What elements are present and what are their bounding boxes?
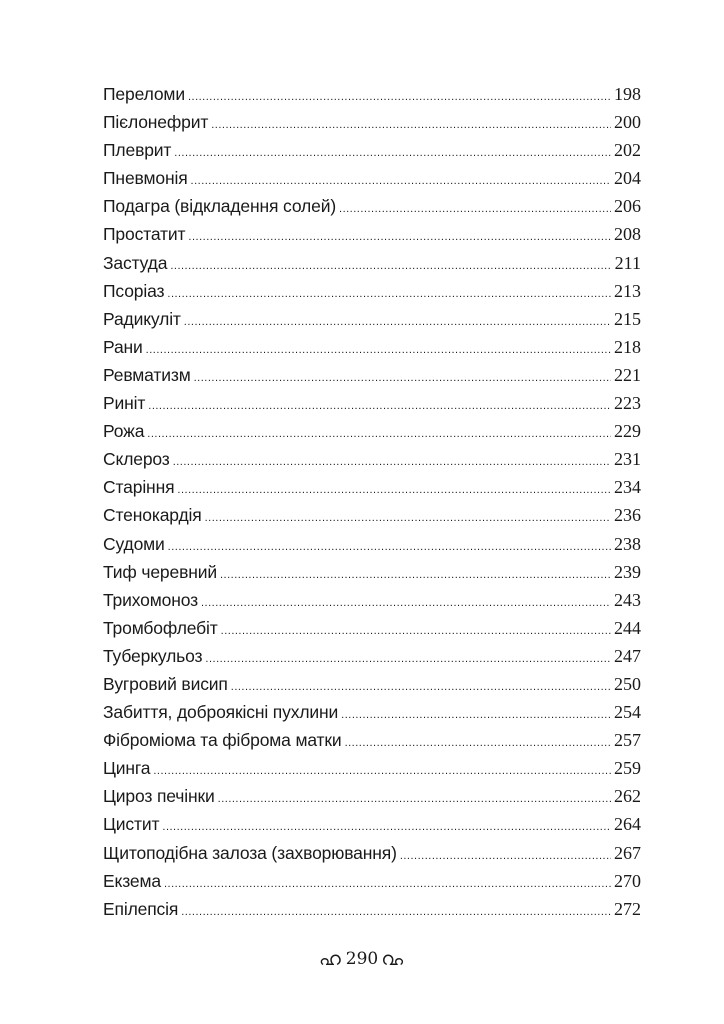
dot-leader bbox=[194, 364, 611, 392]
toc-entry-title: Трихомоноз bbox=[103, 589, 198, 610]
fleuron-left-icon: ഹ bbox=[318, 949, 341, 970]
toc-entry bbox=[103, 220, 641, 248]
dot-leader bbox=[218, 785, 611, 813]
toc-entry-title: Простатит bbox=[103, 224, 186, 245]
toc-entry-page: 267 bbox=[614, 842, 641, 863]
toc-entry bbox=[103, 839, 641, 867]
toc-entry-title: Псоріаз bbox=[103, 280, 165, 301]
toc-entry-title: Переломи bbox=[103, 84, 185, 104]
dot-leader bbox=[146, 336, 611, 364]
toc-entry-title: Епілепсія bbox=[103, 898, 179, 919]
toc-entry-title: Подагра (відкладення солей) bbox=[103, 196, 337, 217]
toc-entry bbox=[103, 80, 641, 108]
toc-entry bbox=[103, 333, 641, 361]
toc-entry-page: 254 bbox=[614, 702, 641, 723]
toc-entry bbox=[103, 782, 641, 810]
toc-entry-page: 204 bbox=[614, 168, 641, 189]
toc-entry-page: 272 bbox=[614, 898, 641, 919]
dot-leader bbox=[211, 111, 611, 139]
dot-leader bbox=[181, 898, 611, 926]
page-number: 290 bbox=[345, 949, 379, 969]
toc-entry bbox=[103, 277, 641, 305]
toc-entry bbox=[103, 108, 641, 136]
toc-entry bbox=[103, 642, 641, 670]
toc-entry bbox=[103, 417, 641, 445]
dot-leader bbox=[153, 757, 611, 785]
dot-leader bbox=[188, 223, 611, 251]
toc-entry-page: 234 bbox=[614, 477, 641, 498]
toc-entry-page: 218 bbox=[614, 336, 641, 357]
fleuron-right-icon: ഹ bbox=[383, 949, 406, 970]
toc-entry bbox=[103, 867, 641, 895]
toc-entry bbox=[103, 558, 641, 586]
dot-leader bbox=[221, 617, 611, 645]
dot-leader bbox=[167, 280, 611, 308]
dot-leader bbox=[345, 729, 611, 757]
toc-entry-page: 236 bbox=[614, 505, 641, 526]
toc-entry bbox=[103, 445, 641, 473]
toc-entry bbox=[103, 586, 641, 614]
toc-entry-title: Радикуліт bbox=[103, 308, 181, 329]
toc-entry-page: 244 bbox=[614, 617, 641, 638]
toc-entry-title: Застуда bbox=[103, 252, 168, 273]
dot-leader bbox=[164, 870, 611, 898]
dot-leader bbox=[188, 83, 611, 111]
toc-entry-title: Тромбофлебіт bbox=[103, 617, 218, 638]
toc-entry-title: Рожа bbox=[103, 421, 145, 442]
toc-entry-page: 215 bbox=[614, 308, 641, 329]
toc-entry bbox=[103, 389, 641, 417]
dot-leader bbox=[341, 701, 611, 729]
toc-entry bbox=[103, 136, 641, 164]
dot-leader bbox=[205, 645, 611, 673]
dot-leader bbox=[400, 842, 611, 870]
toc-entry bbox=[103, 895, 641, 923]
table-of-contents bbox=[103, 80, 641, 923]
toc-entry-title: Туберкульоз bbox=[103, 645, 203, 666]
toc-entry bbox=[103, 473, 641, 501]
toc-entry bbox=[103, 164, 641, 192]
toc-entry-page: 243 bbox=[614, 589, 641, 610]
dot-leader bbox=[168, 533, 611, 561]
toc-entry-page: 270 bbox=[614, 870, 641, 891]
dot-leader bbox=[205, 504, 611, 532]
toc-entry-title: Ревматизм bbox=[103, 364, 191, 385]
toc-entry-title: Стенокардія bbox=[103, 505, 202, 526]
toc-entry-title: Забиття, доброякісні пухлини bbox=[103, 702, 339, 723]
toc-entry-title: Старіння bbox=[103, 477, 175, 498]
toc-entry-title: Цинга bbox=[103, 758, 151, 779]
toc-entry bbox=[103, 192, 641, 220]
toc-entry-page: 264 bbox=[614, 814, 641, 835]
toc-entry bbox=[103, 305, 641, 333]
toc-entry-page: 213 bbox=[614, 280, 641, 301]
toc-entry-title: Плеврит bbox=[103, 140, 172, 161]
dot-leader bbox=[184, 308, 611, 336]
toc-entry-title: Цистит bbox=[103, 814, 160, 835]
toc-entry bbox=[103, 249, 641, 277]
toc-entry-page: 259 bbox=[614, 758, 641, 779]
dot-leader bbox=[231, 673, 611, 701]
toc-entry-page: 231 bbox=[614, 449, 641, 470]
toc-entry-title: Екзема bbox=[103, 870, 161, 891]
dot-leader bbox=[191, 167, 611, 195]
dot-leader bbox=[173, 448, 611, 476]
page-footer bbox=[0, 948, 724, 970]
toc-entry-page: 208 bbox=[614, 224, 641, 245]
dot-leader bbox=[170, 252, 611, 280]
toc-entry bbox=[103, 726, 641, 754]
toc-entry bbox=[103, 698, 641, 726]
toc-entry-page: 200 bbox=[614, 112, 641, 133]
toc-entry-title: Пієлонефрит bbox=[103, 112, 209, 133]
toc-entry-page: 198 bbox=[614, 84, 641, 104]
toc-entry-page: 223 bbox=[614, 393, 641, 414]
toc-entry-title: Цироз печінки bbox=[103, 786, 215, 807]
dot-leader bbox=[147, 420, 611, 448]
toc-entry-title: Тиф черевний bbox=[103, 561, 217, 582]
toc-entry bbox=[103, 670, 641, 698]
toc-entry-title: Судоми bbox=[103, 533, 165, 554]
toc-entry-title: Склероз bbox=[103, 449, 170, 470]
toc-entry-title: Щитоподібна залоза (захворювання) bbox=[103, 842, 397, 863]
toc-entry-page: 221 bbox=[614, 364, 641, 385]
toc-entry bbox=[103, 530, 641, 558]
toc-entry-title: Пневмонія bbox=[103, 168, 188, 189]
toc-entry bbox=[103, 361, 641, 389]
toc-entry-page: 238 bbox=[614, 533, 641, 554]
toc-entry-title: Фіброміома та фіброма матки bbox=[103, 730, 342, 751]
toc-entry-page: 250 bbox=[614, 673, 641, 694]
toc-entry-page: 229 bbox=[614, 421, 641, 442]
dot-leader bbox=[162, 813, 611, 841]
toc-entry-title: Вугровий висип bbox=[103, 673, 228, 694]
dot-leader bbox=[339, 195, 611, 223]
toc-entry-page: 206 bbox=[614, 196, 641, 217]
toc-entry-title: Рани bbox=[103, 336, 143, 357]
dot-leader bbox=[220, 561, 611, 589]
dot-leader bbox=[177, 476, 611, 504]
toc-entry-title: Риніт bbox=[103, 393, 146, 414]
dot-leader bbox=[174, 139, 611, 167]
dot-leader bbox=[201, 589, 611, 617]
toc-entry bbox=[103, 501, 641, 529]
toc-entry-page: 247 bbox=[614, 645, 641, 666]
toc-entry-page: 239 bbox=[614, 561, 641, 582]
toc-entry bbox=[103, 810, 641, 838]
toc-entry-page: 211 bbox=[614, 252, 641, 273]
toc-entry-page: 202 bbox=[614, 140, 641, 161]
toc-entry bbox=[103, 754, 641, 782]
toc-entry bbox=[103, 614, 641, 642]
toc-entry-page: 262 bbox=[614, 786, 641, 807]
toc-entry-page: 257 bbox=[614, 730, 641, 751]
dot-leader bbox=[148, 392, 611, 420]
